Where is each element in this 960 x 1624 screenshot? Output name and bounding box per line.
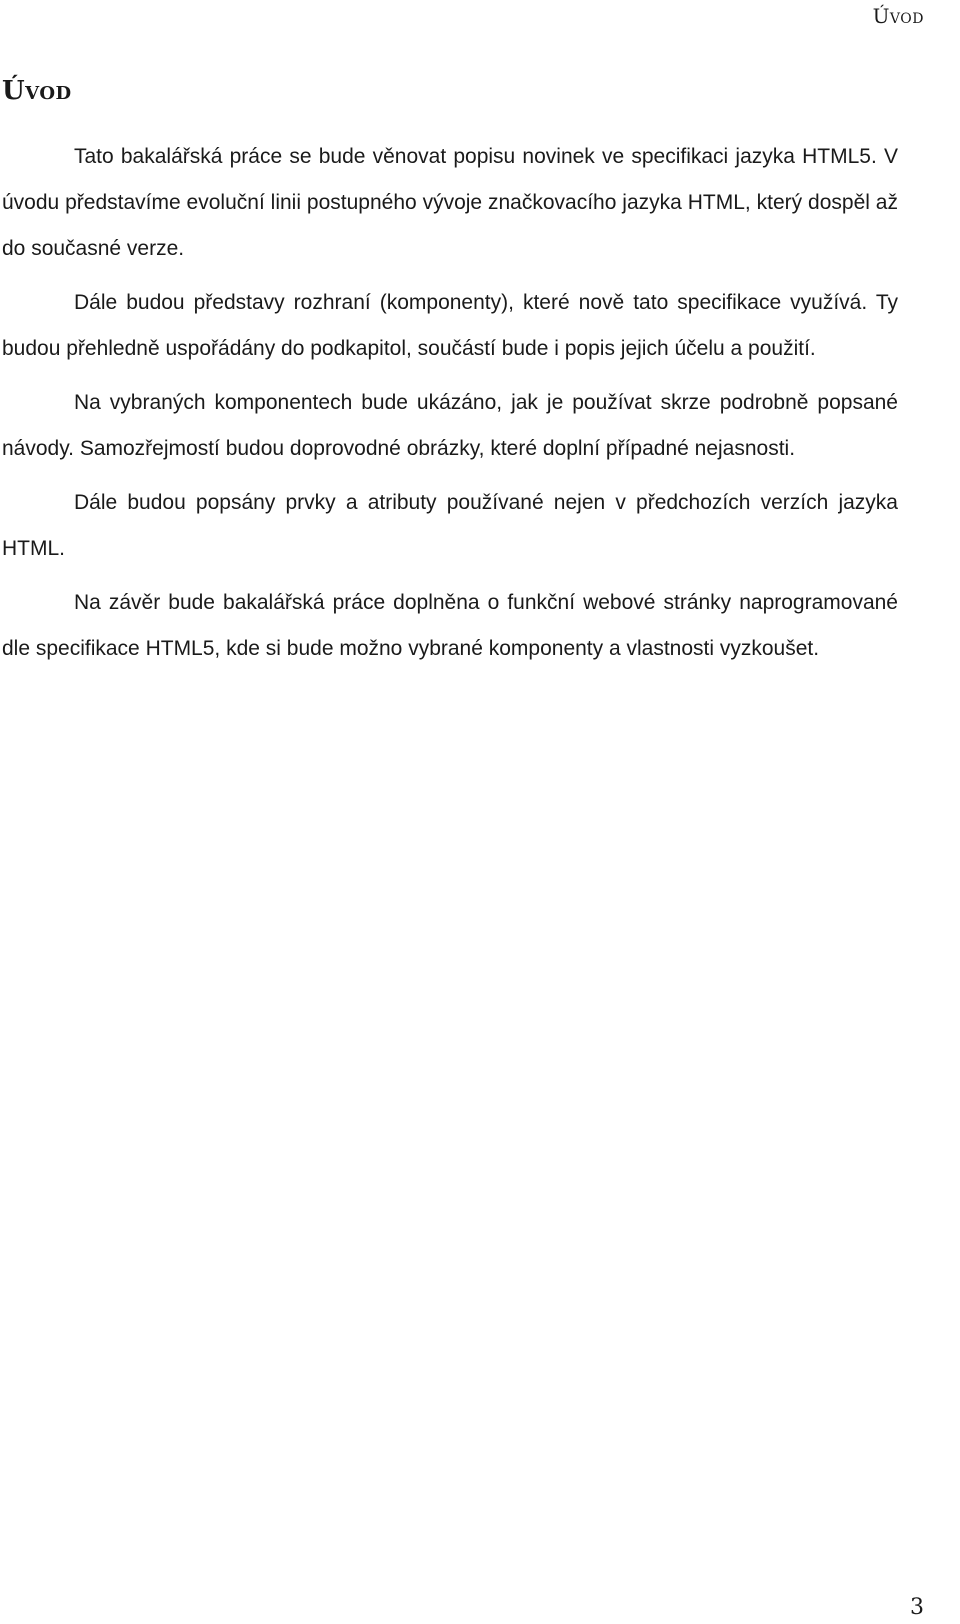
paragraph-conclusion: Na závěr bude bakalářská práce doplněna o funkční webové stránky naprogramované dle specifikace HTML5, kde si bude možno vybrané komponenty a vlastnosti vyzkoušet. <box>2 591 898 660</box>
paragraph-interfaces: Dále budou představy rozhraní (komponenty), které nově tato specifikace využívá. Ty budou přehledně uspořádány do podkapitol, součástí bude i popis jejich účelu a použití. <box>2 291 898 360</box>
chapter-title: Úvod <box>2 76 72 106</box>
body-text <box>2 134 898 680</box>
paragraph-guides: Na vybraných komponentech bude ukázáno, jak je používat skrze podrobně popsané návody. Samozřejmostí budou doprovodné obrázky, které doplní případné nejasnosti. <box>2 391 898 460</box>
paragraph-intro: Tato bakalářská práce se bude věnovat popisu novinek ve specifikaci jazyka HTML5. V úvodu představíme evoluční linii postupného vývoje značkovacího jazyka HTML, který dospěl až do současné verze. <box>2 145 898 260</box>
running-header: Úvod <box>872 4 924 28</box>
page-number: 3 <box>910 1595 924 1620</box>
paragraph-elements: Dále budou popsány prvky a atributy používané nejen v předchozích verzích jazyka HTML. <box>2 491 898 560</box>
